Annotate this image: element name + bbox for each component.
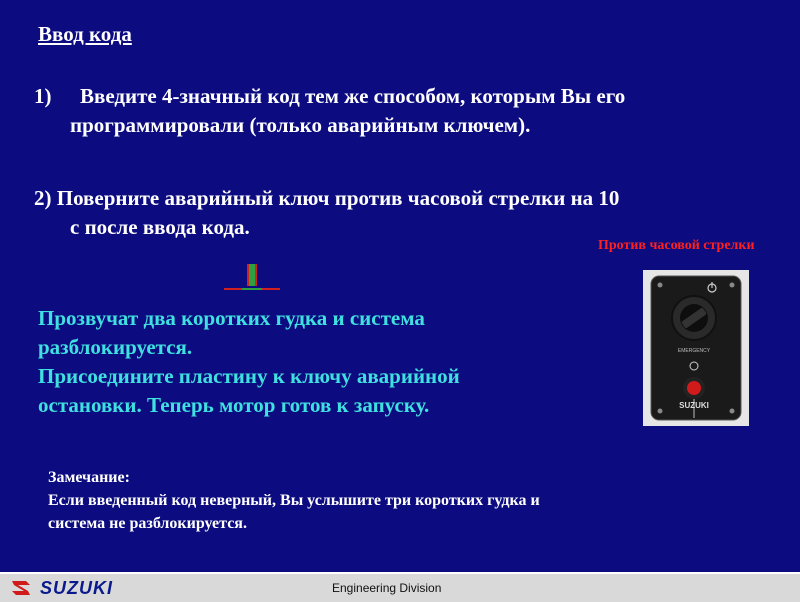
footer-brand [8, 577, 113, 599]
step-1-number: 1) [34, 84, 52, 108]
result-line-4: остановки. Теперь мотор готов к запуску. [38, 393, 430, 417]
slide-title: Ввод кода [38, 22, 132, 46]
note-line-1: Если введенный код неверный, Вы услышите три коротких гудка и [48, 492, 540, 509]
panel-brand-label: SUZUKI [679, 401, 709, 410]
result-line-3: Присоедините пластину к ключу аварийной [38, 364, 460, 388]
note [48, 466, 540, 535]
result-line-2: разблокируется. [38, 335, 193, 359]
result-line-1: Прозвучат два коротких гудка и система [38, 306, 425, 330]
footer-brand-name: SUZUKI [40, 577, 113, 598]
panel-emergency-label: EMERGENCY [677, 348, 711, 354]
down-arrow-icon [222, 262, 282, 292]
step-1-line-1: Введите 4-значный код тем же способом, которым Вы его [80, 84, 626, 108]
step-2-line-1: 2) Поверните аварийный ключ против часовой стрелки на 10 [34, 186, 620, 210]
suzuki-logo-icon [8, 577, 34, 599]
step-1-line-2: программировали (только аварийным ключем). [70, 113, 531, 137]
image-caption: Против часовой стрелки [598, 238, 755, 253]
note-heading: Замечание: [48, 469, 130, 486]
note-line-2: система не разблокируется. [48, 515, 247, 532]
footer-division: Engineering Division [332, 581, 442, 595]
footer [0, 572, 800, 602]
step-1 [34, 82, 794, 140]
result-text [38, 304, 460, 420]
emergency-switch-photo [643, 270, 749, 426]
step-2 [34, 184, 794, 242]
step-2-line-2: с после ввода кода. [70, 215, 250, 239]
